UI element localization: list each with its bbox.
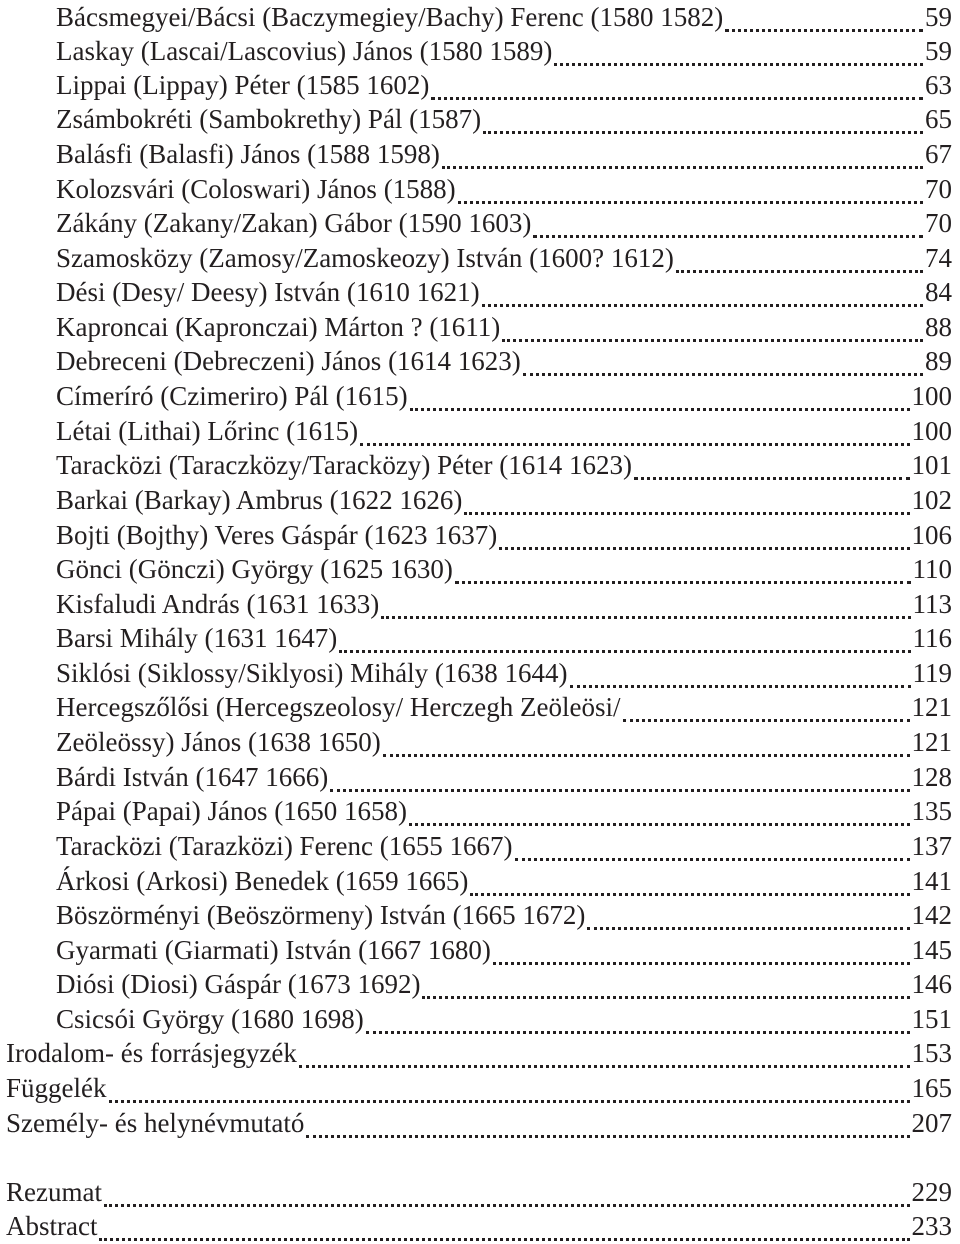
dot-leader xyxy=(470,871,909,896)
toc-entry[interactable] xyxy=(56,587,952,621)
dot-leader xyxy=(493,940,910,965)
dot-leader xyxy=(676,248,923,273)
toc-entry-title: Személy- és helynévmutató xyxy=(6,1108,305,1138)
toc-entry-page: 84 xyxy=(925,277,952,307)
toc-entry-title: Árkosi (Arkosi) Benedek (1659 1665) xyxy=(56,866,469,896)
toc-entry-page: 59 xyxy=(925,2,952,32)
toc-entry-title: Kaproncai (Kapronczai) Márton ? (1611) xyxy=(56,312,501,342)
toc-entry[interactable] xyxy=(56,864,952,898)
toc-entry[interactable] xyxy=(6,1106,952,1140)
toc-entry-page: 65 xyxy=(925,104,952,134)
dot-leader xyxy=(623,697,910,722)
toc-entry-title: Irodalom- és forrásjegyzék xyxy=(6,1038,297,1068)
toc-entry-title: Bácsmegyei/Bácsi (Baczymegiey/Bachy) Ferenc (1580 1582) xyxy=(56,2,724,32)
dot-leader xyxy=(109,1078,910,1103)
toc-entry[interactable] xyxy=(56,898,952,932)
toc-entry[interactable] xyxy=(56,310,952,344)
dot-leader xyxy=(464,490,909,515)
toc-entry-title: Lippai (Lippay) Péter (1585 1602) xyxy=(56,70,430,100)
dot-leader xyxy=(455,559,911,584)
toc-entry-title: Bojti (Bojthy) Veres Gáspár (1623 1637) xyxy=(56,520,498,550)
toc-entry-page: 67 xyxy=(925,139,952,169)
toc-entry-title: Zeöleössy) János (1638 1650) xyxy=(56,727,381,757)
toc-entry-page: 121 xyxy=(911,692,952,722)
dot-leader xyxy=(360,421,909,446)
dot-leader xyxy=(458,179,923,204)
toc-entry-page: 100 xyxy=(911,416,952,446)
toc-entry[interactable] xyxy=(6,1071,952,1105)
toc-entry-title: Hercegszőlősi (Hercegszeolosy/ Herczegh Zeöleösi/ xyxy=(56,692,621,722)
toc-entry-page: 70 xyxy=(925,208,952,238)
dot-leader xyxy=(299,1043,910,1068)
toc-entry-title: Függelék xyxy=(6,1073,107,1103)
toc-entry[interactable] xyxy=(56,621,952,655)
toc-entry-title: Taracközi (Taraczközy/Taracközy) Péter (1614 1623) xyxy=(56,450,633,480)
toc-entry-title: Gönci (Gönczi) György (1625 1630) xyxy=(56,554,453,584)
toc-entry-title: Rezumat xyxy=(6,1177,102,1207)
dot-leader xyxy=(523,351,923,376)
toc-entry-title: Debreceni (Debreczeni) János (1614 1623) xyxy=(56,346,521,376)
toc-entry-page: 74 xyxy=(925,243,952,273)
toc-entry-page: 119 xyxy=(912,658,952,688)
toc-entry[interactable] xyxy=(56,379,952,413)
dot-leader xyxy=(383,732,910,757)
toc-entry[interactable] xyxy=(56,448,952,482)
dot-leader xyxy=(587,905,909,930)
toc-entry-title: Dési (Desy/ Deesy) István (1610 1621) xyxy=(56,277,480,307)
toc-entry[interactable] xyxy=(56,344,952,378)
toc-entry-title: Csicsói György (1680 1698) xyxy=(56,1004,364,1034)
dot-leader xyxy=(725,7,923,32)
toc-entry[interactable] xyxy=(56,552,952,586)
toc-entry-page: 102 xyxy=(911,485,952,515)
toc-entry-title: Kolozsvári (Coloswari) János (1588) xyxy=(56,174,456,204)
dot-leader xyxy=(409,801,910,826)
toc-entry[interactable] xyxy=(56,34,952,68)
toc-entry-title: Gyarmati (Giarmati) István (1667 1680) xyxy=(56,935,491,965)
toc-entry-title: Címeríró (Czimeriro) Pál (1615) xyxy=(56,381,408,411)
dot-leader xyxy=(410,386,910,411)
toc-entry-title: Bárdi István (1647 1666) xyxy=(56,762,329,792)
toc-entry-page: 63 xyxy=(925,70,952,100)
toc-entry-title: Diósi (Diosi) Gáspár (1673 1692) xyxy=(56,969,421,999)
toc-entry-title: Barkai (Barkay) Ambrus (1622 1626) xyxy=(56,485,463,515)
toc-entry-title: Zsámbokréti (Sambokrethy) Pál (1587) xyxy=(56,104,482,134)
toc-entry-page: 137 xyxy=(911,831,952,861)
dot-leader xyxy=(99,1216,909,1241)
dot-leader xyxy=(422,974,909,999)
dot-leader xyxy=(483,109,923,134)
toc-entry-title: Barsi Mihály (1631 1647) xyxy=(56,623,338,653)
toc-entry[interactable] xyxy=(56,690,952,724)
dot-leader xyxy=(482,282,923,307)
toc-entry[interactable] xyxy=(56,137,952,171)
toc-entry-title: Létai (Lithai) Lőrinc (1615) xyxy=(56,416,359,446)
toc-entry-title: Siklósi (Siklossy/Siklyosi) Mihály (1638 1644) xyxy=(56,658,568,688)
toc-entry-page: 151 xyxy=(911,1004,952,1034)
toc-entry-title: Laskay (Lascai/Lascovius) János (1580 1589) xyxy=(56,36,553,66)
toc-entry[interactable] xyxy=(56,414,952,448)
toc-entry-page: 101 xyxy=(911,450,952,480)
toc-entry[interactable] xyxy=(56,483,952,517)
toc-entry[interactable] xyxy=(56,172,952,206)
toc-entry[interactable] xyxy=(56,0,952,34)
toc-entry-title: Kisfaludi András (1631 1633) xyxy=(56,589,380,619)
dot-leader xyxy=(570,663,911,688)
dot-leader xyxy=(330,767,909,792)
toc-entry[interactable] xyxy=(56,206,952,240)
toc-entry-page: 70 xyxy=(925,174,952,204)
toc-entry-page: 229 xyxy=(911,1177,952,1207)
toc-entry-page: 59 xyxy=(925,36,952,66)
toc-entry-title: Szamosközy (Zamosy/Zamoskeozy) István (1600? 1612) xyxy=(56,243,674,273)
toc-entry-page: 89 xyxy=(925,346,952,376)
dot-leader xyxy=(502,317,923,342)
toc-entry[interactable] xyxy=(56,1002,952,1036)
dot-leader xyxy=(381,594,910,619)
toc-entry-title: Zákány (Zakany/Zakan) Gábor (1590 1603) xyxy=(56,208,532,238)
toc-entry-page: 121 xyxy=(911,727,952,757)
toc-entry-page: 88 xyxy=(925,312,952,342)
toc-entry-page: 165 xyxy=(911,1073,952,1103)
toc-entry[interactable] xyxy=(6,1209,952,1243)
dot-leader xyxy=(366,1009,910,1034)
dot-leader xyxy=(339,628,910,653)
toc-entry[interactable] xyxy=(56,68,952,102)
toc-entry[interactable] xyxy=(6,1175,952,1209)
toc-entry[interactable] xyxy=(56,794,952,828)
toc-entry[interactable] xyxy=(56,275,952,309)
toc-entry-page: 142 xyxy=(911,900,952,930)
dot-leader xyxy=(104,1182,910,1207)
dot-leader xyxy=(442,144,923,169)
toc-entry-page: 146 xyxy=(911,969,952,999)
toc-entry-title: Abstract xyxy=(6,1211,98,1241)
dot-leader xyxy=(515,836,910,861)
toc-entry-page: 113 xyxy=(912,589,952,619)
dot-leader xyxy=(431,75,923,100)
dot-leader xyxy=(554,41,923,66)
toc-entry-page: 110 xyxy=(912,554,952,584)
toc-entry-page: 128 xyxy=(911,762,952,792)
toc-entry-page: 153 xyxy=(911,1038,952,1068)
toc-entry[interactable] xyxy=(56,241,952,275)
toc-entry-page: 116 xyxy=(912,623,952,653)
dot-leader xyxy=(306,1113,909,1138)
dot-leader xyxy=(634,455,909,480)
toc-entry-title: Pápai (Papai) János (1650 1658) xyxy=(56,796,407,826)
toc-entry-title: Taracközi (Tarazközi) Ferenc (1655 1667) xyxy=(56,831,513,861)
toc-entry-page: 100 xyxy=(911,381,952,411)
toc-entry-title: Böszörményi (Beöszörmeny) István (1665 1672) xyxy=(56,900,586,930)
toc-entry-page: 145 xyxy=(911,935,952,965)
toc-entry[interactable] xyxy=(56,829,952,863)
toc-entry-title: Balásfi (Balasfi) János (1588 1598) xyxy=(56,139,440,169)
toc-entry[interactable] xyxy=(56,760,952,794)
toc-entry[interactable] xyxy=(56,967,952,1001)
toc-entry-page: 135 xyxy=(911,796,952,826)
dot-leader xyxy=(533,213,923,238)
toc-entry-page: 207 xyxy=(911,1108,952,1138)
toc-entry[interactable] xyxy=(56,102,952,136)
toc-entry[interactable] xyxy=(56,518,952,552)
toc-entry-page: 141 xyxy=(911,866,952,896)
toc-entry[interactable] xyxy=(56,725,952,759)
toc-entry[interactable] xyxy=(56,656,952,690)
dot-leader xyxy=(499,525,909,550)
toc-entry[interactable] xyxy=(56,933,952,967)
toc-entry-page: 233 xyxy=(911,1211,952,1241)
toc-entry-page: 106 xyxy=(911,520,952,550)
toc-entry[interactable] xyxy=(6,1036,952,1070)
